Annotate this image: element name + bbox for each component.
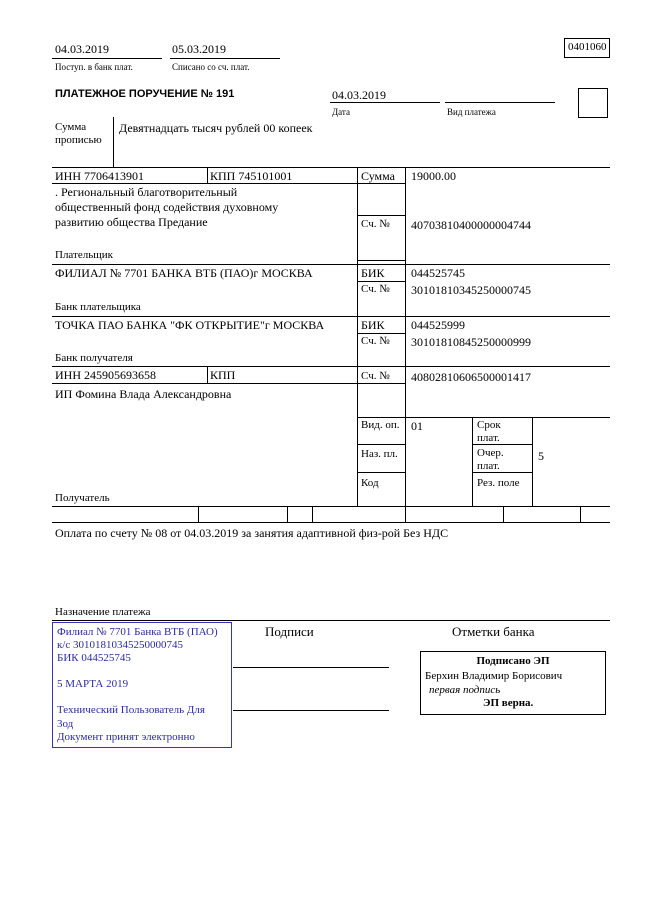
divider [52, 58, 162, 59]
term-label-2: плат. [477, 432, 500, 444]
payer-account: 40703810400000004744 [411, 218, 531, 232]
divider [52, 522, 610, 523]
divider [357, 264, 610, 265]
divider [52, 167, 610, 168]
divider [472, 444, 532, 445]
payer-name-line-1: . Региональный благотворительный [55, 185, 238, 199]
stamp-line: к/с 30101810345250000745 [57, 639, 184, 651]
code-label: Код [361, 477, 379, 489]
divider [287, 506, 288, 522]
divider [52, 383, 357, 384]
payee-bank-bik: 044525999 [411, 318, 465, 332]
divider [52, 620, 610, 621]
divider [52, 316, 610, 317]
payer-bank-label: Банк плательщика [55, 301, 141, 313]
op-type-label: Вид. оп. [361, 419, 400, 431]
amount-words-label-2: прописью [55, 134, 102, 146]
payee-bank-name: ТОЧКА ПАО БАНКА "ФК ОТКРЫТИЕ"г МОСКВА [55, 318, 325, 332]
divider [330, 102, 440, 103]
divider [170, 58, 280, 59]
signatures-label: Подписи [265, 624, 314, 639]
amount-label: Сумма [361, 169, 395, 183]
divider [357, 215, 405, 216]
payer-inn: ИНН 7706413901 [55, 169, 144, 183]
e-signature-title: Подписано ЭП [476, 655, 550, 667]
date-debited: 05.03.2019 [172, 42, 226, 56]
divider [472, 472, 532, 473]
page-title: ПЛАТЕЖНОЕ ПОРУЧЕНИЕ № 191 [55, 88, 235, 100]
priority-value: 5 [538, 449, 544, 463]
e-signature-box [420, 651, 606, 715]
payee-inn: ИНН 245905693658 [55, 368, 156, 382]
payer-bank-name: ФИЛИАЛ № 7701 БАНКА ВТБ (ПАО)г МОСКВА [55, 266, 313, 280]
signature-line [233, 710, 389, 711]
divider [532, 417, 533, 506]
signature-line [233, 667, 389, 668]
order-date-label: Дата [332, 107, 350, 117]
form-code: 0401060 [568, 41, 607, 53]
divider [357, 281, 405, 282]
payee-name: ИП Фомина Влада Александровна [55, 387, 232, 401]
reserve-field-label: Рез. поле [477, 477, 520, 489]
divider [405, 506, 406, 522]
divider [207, 167, 208, 183]
date-received-label: Поступ. в банк плат. [55, 62, 133, 72]
stamp-line: Документ принят электронно [57, 731, 195, 743]
payer-bank-bik-label: БИК [361, 266, 385, 280]
e-signature-role: первая подпись [429, 684, 501, 696]
divider [312, 506, 313, 522]
payment-purpose-label: Назначение платежа [55, 606, 151, 618]
stamp-line: Филиал № 7701 Банка ВТБ (ПАО) [57, 626, 218, 638]
payee-bank-label: Банк получателя [55, 352, 133, 364]
form-box [578, 88, 608, 118]
priority-label: Очер. [477, 447, 504, 459]
e-signature-status: ЭП верна. [483, 697, 534, 709]
bank-stamp [52, 622, 232, 748]
amount-words-label: Сумма [55, 121, 87, 133]
divider [52, 264, 357, 265]
divider [357, 417, 610, 418]
divider [52, 506, 610, 507]
payer-name-line-2: общественный фонд содействия духовному [55, 200, 279, 214]
date-received: 04.03.2019 [55, 42, 109, 56]
payee-kpp: КПП [210, 368, 236, 382]
stamp-line: БИК 044525745 [57, 652, 131, 664]
payer-label: Плательщик [55, 249, 113, 261]
payee-bank-bik-label: БИК [361, 318, 385, 332]
divider [445, 102, 555, 103]
purpose-code-label: Наз. пл. [361, 448, 398, 460]
payee-label: Получатель [55, 492, 110, 504]
amount-words: Девятнадцать тысяч рублей 00 копеек [119, 121, 313, 135]
divider [52, 366, 610, 367]
payment-type-label: Вид платежа [447, 107, 496, 117]
divider [113, 117, 114, 167]
payer-bank-account: 30101810345250000745 [411, 283, 531, 297]
divider [472, 417, 473, 506]
divider [357, 333, 405, 334]
order-date: 04.03.2019 [332, 88, 386, 102]
divider [357, 260, 405, 261]
payer-kpp: КПП 745101001 [210, 169, 293, 183]
payee-account-label: Сч. № [361, 370, 390, 382]
date-debited-label: Списано со сч. плат. [172, 62, 250, 72]
divider [503, 506, 504, 522]
payment-purpose: Оплата по счету № 08 от 04.03.2019 за занятия адаптивной физ-рой Без НДС [55, 526, 449, 540]
term-label: Срок [477, 419, 501, 431]
op-type: 01 [411, 419, 423, 433]
divider [580, 506, 581, 522]
payee-bank-account-label: Сч. № [361, 335, 390, 347]
stamp-date: 5 МАРТА 2019 [57, 678, 129, 690]
bank-marks-label: Отметки банка [452, 624, 535, 639]
payer-bank-account-label: Сч. № [361, 283, 390, 295]
payee-bank-account: 30101810845250000999 [411, 335, 531, 349]
stamp-line: Технический Пользователь Для [57, 704, 205, 716]
priority-label-2: плат. [477, 460, 500, 472]
divider [357, 167, 358, 506]
divider [357, 383, 405, 384]
divider [357, 444, 405, 445]
form-code-box [564, 38, 610, 58]
payer-account-label: Сч. № [361, 218, 390, 230]
payer-bank-bik: 044525745 [411, 266, 465, 280]
amount-value: 19000.00 [411, 169, 456, 183]
payee-account: 40802810606500001417 [411, 370, 531, 384]
divider [405, 167, 406, 506]
stamp-line: 3од [57, 718, 74, 730]
divider [198, 506, 199, 522]
divider [207, 366, 208, 383]
payer-name-line-3: развитию общества Предание [55, 215, 208, 229]
e-signature-signer: Берхин Владимир Борисович [425, 670, 563, 682]
divider [357, 472, 405, 473]
